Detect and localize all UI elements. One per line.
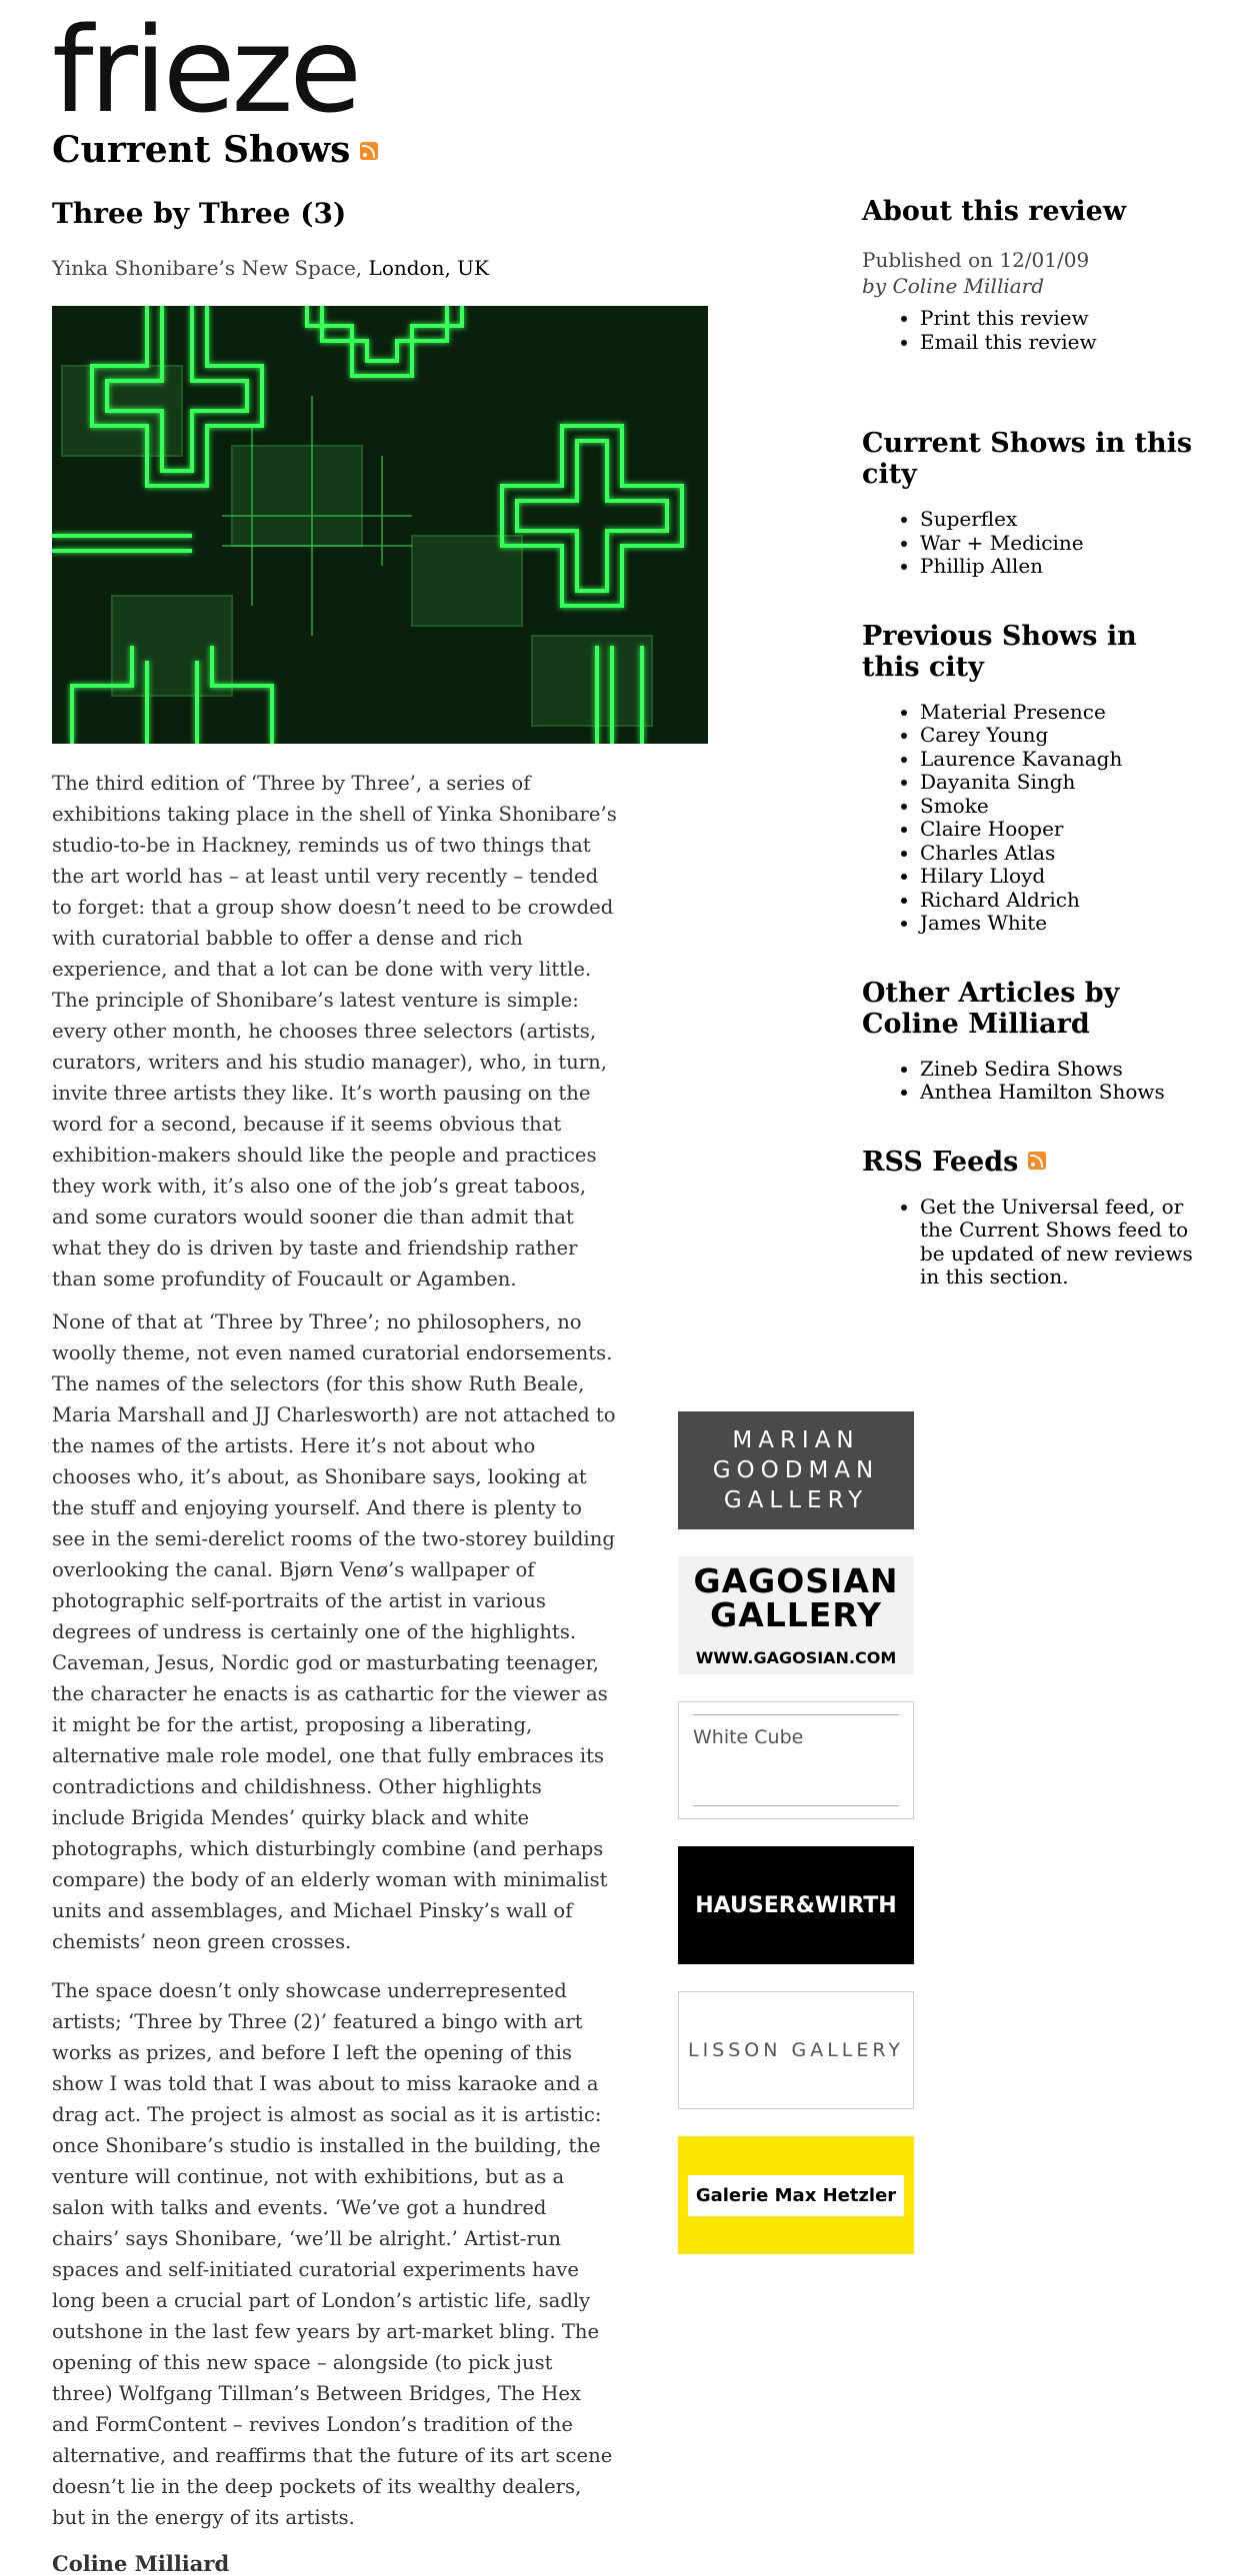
ad-text: LISSON GALLERY <box>687 2039 904 2061</box>
current-show-link[interactable]: • Superflex <box>920 508 1202 532</box>
ad-text: GOODMAN <box>712 1457 880 1483</box>
current-show-link[interactable]: • Phillip Allen <box>920 555 1202 579</box>
print-review-link[interactable]: • Print this review <box>920 307 1202 331</box>
rss-feeds-text: • Get the Universal feed, or the Current Shows feed to be updated of new reviews in this section. <box>920 1196 1202 1289</box>
neon-crosses-image <box>52 306 708 744</box>
ad-gagosian[interactable] <box>678 1556 914 1674</box>
article-paragraph-3: The space doesn’t only showcase underrepresented artists; ‘Three by Three (2)’ featured a bingo with art works as prizes, and before I left the opening of this show I was told that I was about to miss karaoke and a drag act. The project is almost as social as it is artistic: once Shonibare’s studio is installed in the building, the venture will continue, not with exhibitions, but as a salon with talks and events. ‘We’ve got a hundred chairs’ says Shonibare, ‘we’ll be alright.’ Artist-run spaces and self-initiated curatorial experiments have long been a crucial part of London’s artistic life, sadly outshone in the last few years by art-market bling. The opening of this new space – alongside (to pick just three) Wolfgang Tillman’s Between Bridges, The Hex and FormContent – revives London’s tradition of the alternative, and reaffirms that the future of its art scene doesn’t lie in the deep pockets of its wealthy dealers, but in the energy of its artists. <box>52 1979 613 2529</box>
site-logo[interactable]: frieze <box>52 1 358 139</box>
published-date: Published on 12/01/09 <box>862 248 1090 272</box>
previous-show-link[interactable]: • Claire Hooper <box>920 818 1202 842</box>
page-title-text: Current Shows <box>52 129 351 171</box>
article-venue <box>52 254 612 282</box>
ad-marian-goodman[interactable] <box>678 1411 914 1529</box>
ad-hauser-wirth[interactable] <box>678 1846 914 1964</box>
previous-show-link[interactable]: • Hilary Lloyd <box>920 865 1202 889</box>
previous-show-link[interactable]: • James White <box>920 912 1202 936</box>
gallery-ads <box>678 1411 914 2281</box>
email-review-link[interactable]: • Email this review <box>920 331 1202 355</box>
rss-feeds-heading-text: RSS Feeds <box>862 1146 1019 1178</box>
previous-show-link[interactable]: • Charles Atlas <box>920 842 1202 866</box>
ad-text: GALLERY <box>710 1594 882 1634</box>
ad-max-hetzler[interactable] <box>678 2136 914 2254</box>
ad-white-cube[interactable] <box>678 1701 914 1819</box>
article <box>52 196 617 2576</box>
divider <box>693 1805 899 1806</box>
venue-name[interactable]: Yinka Shonibare’s New Space, <box>52 256 363 280</box>
current-show-link[interactable]: • War + Medicine <box>920 532 1202 556</box>
rss-icon[interactable] <box>1028 1152 1046 1170</box>
article-image <box>52 306 708 744</box>
page-title <box>52 128 378 172</box>
divider <box>693 1714 899 1715</box>
previous-shows-section <box>862 621 1202 936</box>
current-shows-heading: Current Shows in this city <box>862 428 1193 490</box>
about-review-heading: About this review <box>862 196 1127 227</box>
article-paragraph-2: None of that at ‘Three by Three’; no philosophers, no woolly theme, not even named curatorial endorsements. The names of the selectors (for this show Ruth Beale, Maria Marshall and JJ Charlesworth) are not attached to the names of the artists. Here it’s not about who chooses who, it’s about, as Shonibare says, looking at the stuff and enjoying yourself. And there is plenty to see in the semi-derelict rooms of the two-storey building overlooking the canal. Bjørn Venø’s wallpaper of photographic self-portraits of the artist in various degrees of undress is certainly one of the highlights. Caveman, Jesus, Nordic god or masturbating teenager, the character he enacts is as cathartic for the viewer as it might be for the artist, proposing a liberating, alternative male role model, one that fully embraces its contradictions and childishness. Other highlights include Brigida Mendes’ quirky black and white photographs, which disturbingly combine (and perhaps compare) the body of an elderly woman with minimalist units and assemblages, and Michael Pinsky’s wall of chemists’ neon green crosses. <box>52 1310 616 1953</box>
ad-text: Galerie Max Hetzler <box>688 2175 904 2216</box>
other-articles-section <box>862 978 1202 1105</box>
previous-shows-heading: Previous Shows in this city <box>862 620 1137 683</box>
ad-text: MARIAN <box>732 1427 860 1453</box>
previous-show-link[interactable]: • Smoke <box>920 795 1202 819</box>
sidebar <box>862 196 1202 1289</box>
publication-info <box>862 247 1202 299</box>
ad-text: White Cube <box>693 1726 804 1748</box>
ad-text: GAGOSIAN <box>693 1560 899 1600</box>
other-article-link[interactable]: • Zineb Sedira Shows <box>920 1058 1202 1082</box>
previous-show-link[interactable]: • Laurence Kavanagh <box>920 748 1202 772</box>
previous-show-link[interactable]: • Richard Aldrich <box>920 889 1202 913</box>
ad-lisson-gallery[interactable] <box>678 1991 914 2109</box>
article-paragraph-1: The third edition of ‘Three by Three’, a series of exhibitions taking place in the shell of Yinka Shonibare’s studio-to-be in Hackney, reminds us of two things that the art world has – at least until very recently – tended to forget: that a group show doesn’t need to be crowded with curatorial babble to offer a dense and rich experience, and that a lot can be done with very little. The principle of Shonibare’s latest venture is simple: every other month, he chooses three selectors (artists, curators, writers and his studio manager), who, in turn, invite three artists they like. It’s worth pausing on the word for a second, because if it seems obvious that exhibition-makers should like the people and practices they work with, it’s also one of the job’s great taboos, and some curators would sooner die than admit that what they do is driven by taste and friendship rather than some profundity of Foucault or Agamben. <box>52 772 617 1290</box>
previous-show-link[interactable]: • Dayanita Singh <box>920 771 1202 795</box>
previous-show-link[interactable]: • Carey Young <box>920 724 1202 748</box>
rss-icon[interactable] <box>360 142 378 160</box>
ad-text: GALLERY <box>723 1487 869 1513</box>
ad-text: WWW.GAGOSIAN.COM <box>695 1647 897 1667</box>
article-author: Coline Milliard <box>52 2551 230 2576</box>
other-article-link[interactable]: • Anthea Hamilton Shows <box>920 1081 1202 1105</box>
previous-show-link[interactable]: • Material Presence <box>920 701 1202 725</box>
article-title: Three by Three (3) <box>52 197 347 230</box>
about-review-section <box>862 196 1202 354</box>
article-body <box>52 768 617 2533</box>
other-articles-heading: Other Articles by Coline Milliard <box>862 977 1120 1040</box>
ad-text: HAUSER&WIRTH <box>695 1892 897 1918</box>
review-byline: by Coline Milliard <box>862 274 1045 298</box>
rss-feeds-heading <box>862 1147 1202 1178</box>
rss-feeds-section <box>862 1147 1202 1289</box>
current-shows-section <box>862 428 1202 579</box>
venue-city[interactable]: London, UK <box>368 256 489 280</box>
